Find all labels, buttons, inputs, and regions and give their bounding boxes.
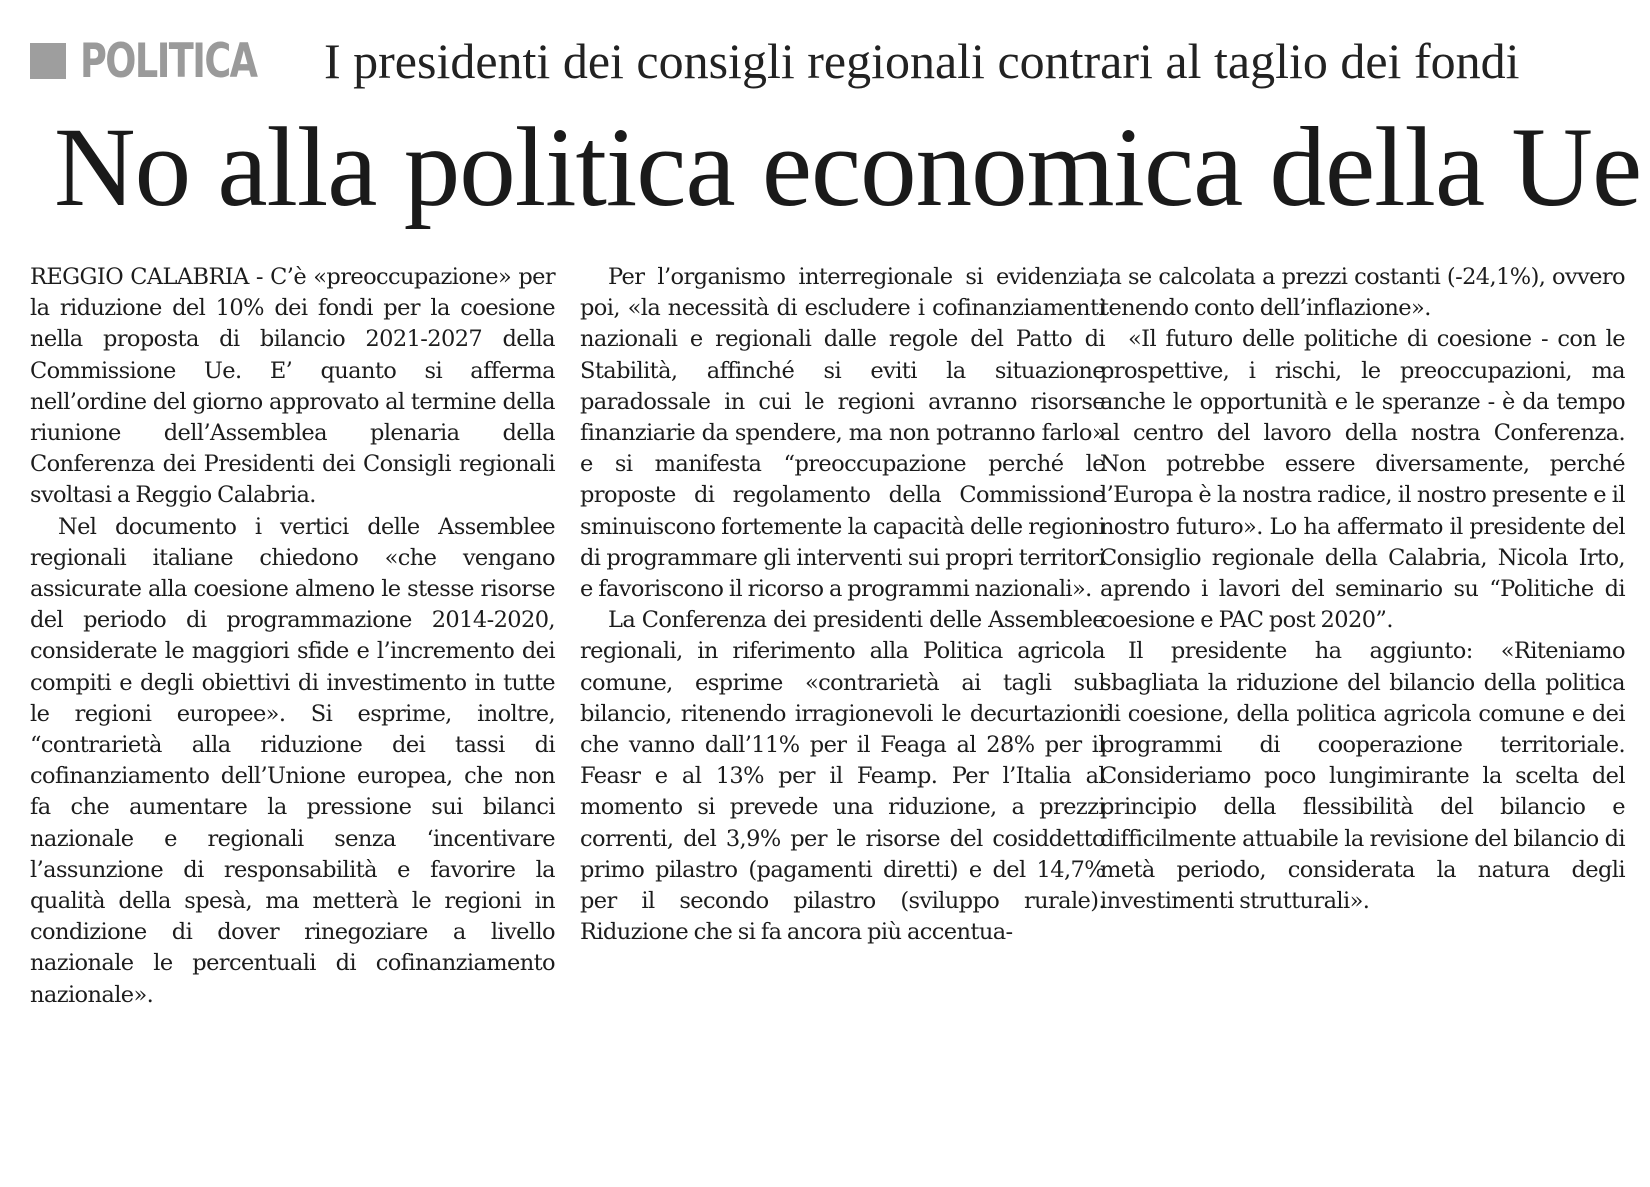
kicker-subtitle: I presidenti dei consigli regionali contrari al taglio dei fondi bbox=[324, 33, 1520, 89]
section-label: POLITICA bbox=[80, 33, 257, 89]
column-3 bbox=[1100, 262, 1625, 917]
paragraph: Per l’organismo interregionale si evidenzia, poi, «la necessità di escludere i cofinanziamenti nazionali e regionali dalle regole del Patto di Stabilità, affinché si eviti la situazione paradossale in cui le regioni avranno risorse finanziarie da spendere, ma non potranno farlo» e si manifesta “preoccupazione perché le proposte di regolamento della Commissione sminuiscono fortemente la capacità delle regioni di programmare gli interventi sui propri territori e favoriscono il ricorso a programmi nazionali». bbox=[580, 264, 1105, 603]
article-body bbox=[30, 262, 1628, 1167]
article-headline: No alla politica economica della Ue bbox=[54, 105, 1642, 230]
paragraph: La Conferenza dei presidenti delle Assemblee regionali, in riferimento alla Politica agricola comune, esprime «contrarietà ai tagli sul bilancio, ritenendo irragionevoli le decurtazioni che vanno dall’11% per il Feaga al 28% per il Feasr e al 13% per il Feamp. Per l’Italia al momento si prevede una riduzione, a prezzi correnti, del 3,9% per le risorse del cosiddetto primo pilastro (pagamenti diretti) e del 14,7% per il secondo pilastro (sviluppo rurale). Riduzione che si fa ancora più accentua- bbox=[580, 607, 1105, 946]
kicker-row bbox=[30, 30, 1519, 92]
column-1 bbox=[30, 262, 555, 1011]
column-2 bbox=[580, 262, 1105, 948]
section-marker-square bbox=[30, 43, 66, 79]
paragraph: Nel documento i vertici delle Assemblee regionali italiane chiedono «che vengano assicurate alla coesione almeno le stesse risorse del periodo di programmazione 2014-2020, considerate le maggiori sfide e l’incremento dei compiti e degli obiettivi di investimento in tutte le regioni europee». Si esprime, inoltre, “contrarietà alla riduzione dei tassi di cofinanziamento dell’Unione europea, che non fa che aumentare la pressione sui bilanci nazionale e regionali senza ‘incentivare l’assunzione di responsabilità e favorire la qualità della spesà, ma metterà le regioni in condizione di dover rinegoziare a livello nazionale le percentuali di cofinanziamento nazionale». bbox=[30, 513, 555, 1008]
paragraph: Il presidente ha aggiunto: «Riteniamo sbagliata la riduzione del bilancio della politica di coesione, della politica agricola comune e dei programmi di cooperazione territoriale. Consideriamo poco lungimirante la scelta del principio della flessibilità del bilancio e difficilmente attuabile la revisione del bilancio di metà periodo, considerata la natura degli investimenti strutturali». bbox=[1100, 638, 1625, 915]
paragraph: REGGIO CALABRIA - C’è «preoccupazione» per la riduzione del 10% dei fondi per la coesione nella proposta di bilancio 2021-2027 della Commissione Ue. E’ quanto si afferma nell’ordine del giorno approvato al termine della riunione dell’Assemblea plenaria della Conferenza dei Presidenti dei Consigli regionali svoltasi a Reggio Calabria. bbox=[30, 264, 555, 509]
paragraph: ta se calcolata a prezzi costanti (-24,1%), ovvero tenendo conto dell’inflazione». bbox=[1100, 264, 1625, 322]
paragraph: «Il futuro delle politiche di coesione - con le prospettive, i rischi, le preoccupazioni, ma anche le opportunità e le speranze - è da tempo al centro del lavoro della nostra Conferenza. Non potrebbe essere diversamente, perché l’Europa è la nostra radice, il nostro presente e il nostro futuro». Lo ha affermato il presidente del Consiglio regionale della Calabria, Nicola Irto, aprendo i lavori del seminario su “Politiche di coesione e PAC post 2020”. bbox=[1100, 326, 1625, 634]
